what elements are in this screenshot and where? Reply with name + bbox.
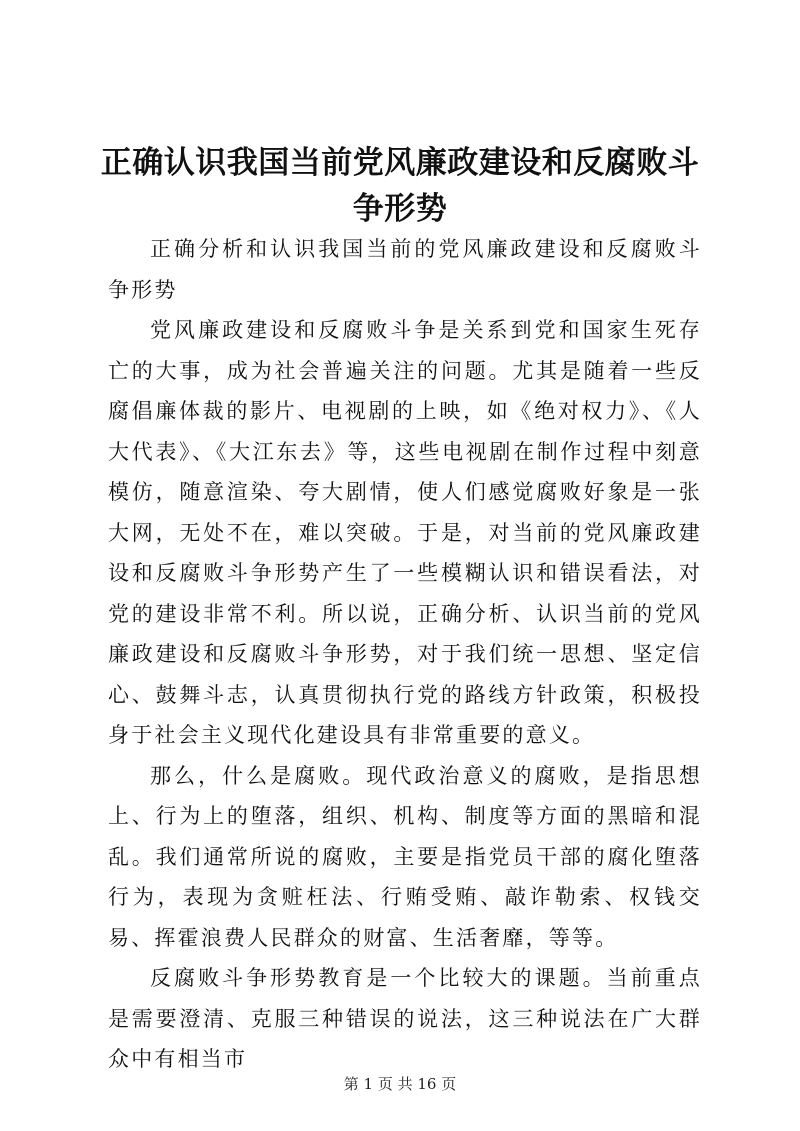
paragraph-subtitle: 正确分析和认识我国当前的党风廉政建设和反腐败斗争形势 xyxy=(108,237,702,302)
page-footer: 第 1 页 共 16 页 xyxy=(343,1075,457,1093)
document-title: 正确认识我国当前党风廉政建设和反腐败斗争形势 xyxy=(100,145,700,227)
paragraph-importance: 党风廉政建设和反腐败斗争是关系到党和国家生死存亡的大事，成为社会普遍关注的问题。尤其是随着一些反腐倡廉体裁的影片、电视剧的上映，如《绝对权力》、《人大代表》、《大江东去》等，这些电视剧在制作过程中刻意模仿，随意渲染、夸大剧情，使人们感觉腐败好象是一张大网，无处不在，难以突破。于是，对当前的党风廉政建设和反腐败斗争形势产生了一些模糊认识和错误看法，对党的建设非常不利。所以说，正确分析、认识当前的党风廉政建设和反腐败斗争形势，对于我们统一思想、坚定信心、鼓舞斗志，认真贯彻执行党的路线方针政策，积极投身于社会主义现代化建设具有非常重要的意义。 xyxy=(108,318,702,747)
paragraph-education: 反腐败斗争形势教育是一个比较大的课题。当前重点是需要澄清、克服三种错误的说法，这三种说法在广大群众中有相当市 xyxy=(108,966,702,1071)
document-body xyxy=(108,229,702,1080)
paragraph-definition: 那么，什么是腐败。现代政治意义的腐败，是指思想上、行为上的堕落，组织、机构、制度等方面的黑暗和混乱。我们通常所说的腐败，主要是指党员干部的腐化堕落行为，表现为贪赃枉法、行贿受贿、敲诈勒索、权钱交易、挥霍浪费人民群众的财富、生活奢靡，等等。 xyxy=(108,763,702,950)
